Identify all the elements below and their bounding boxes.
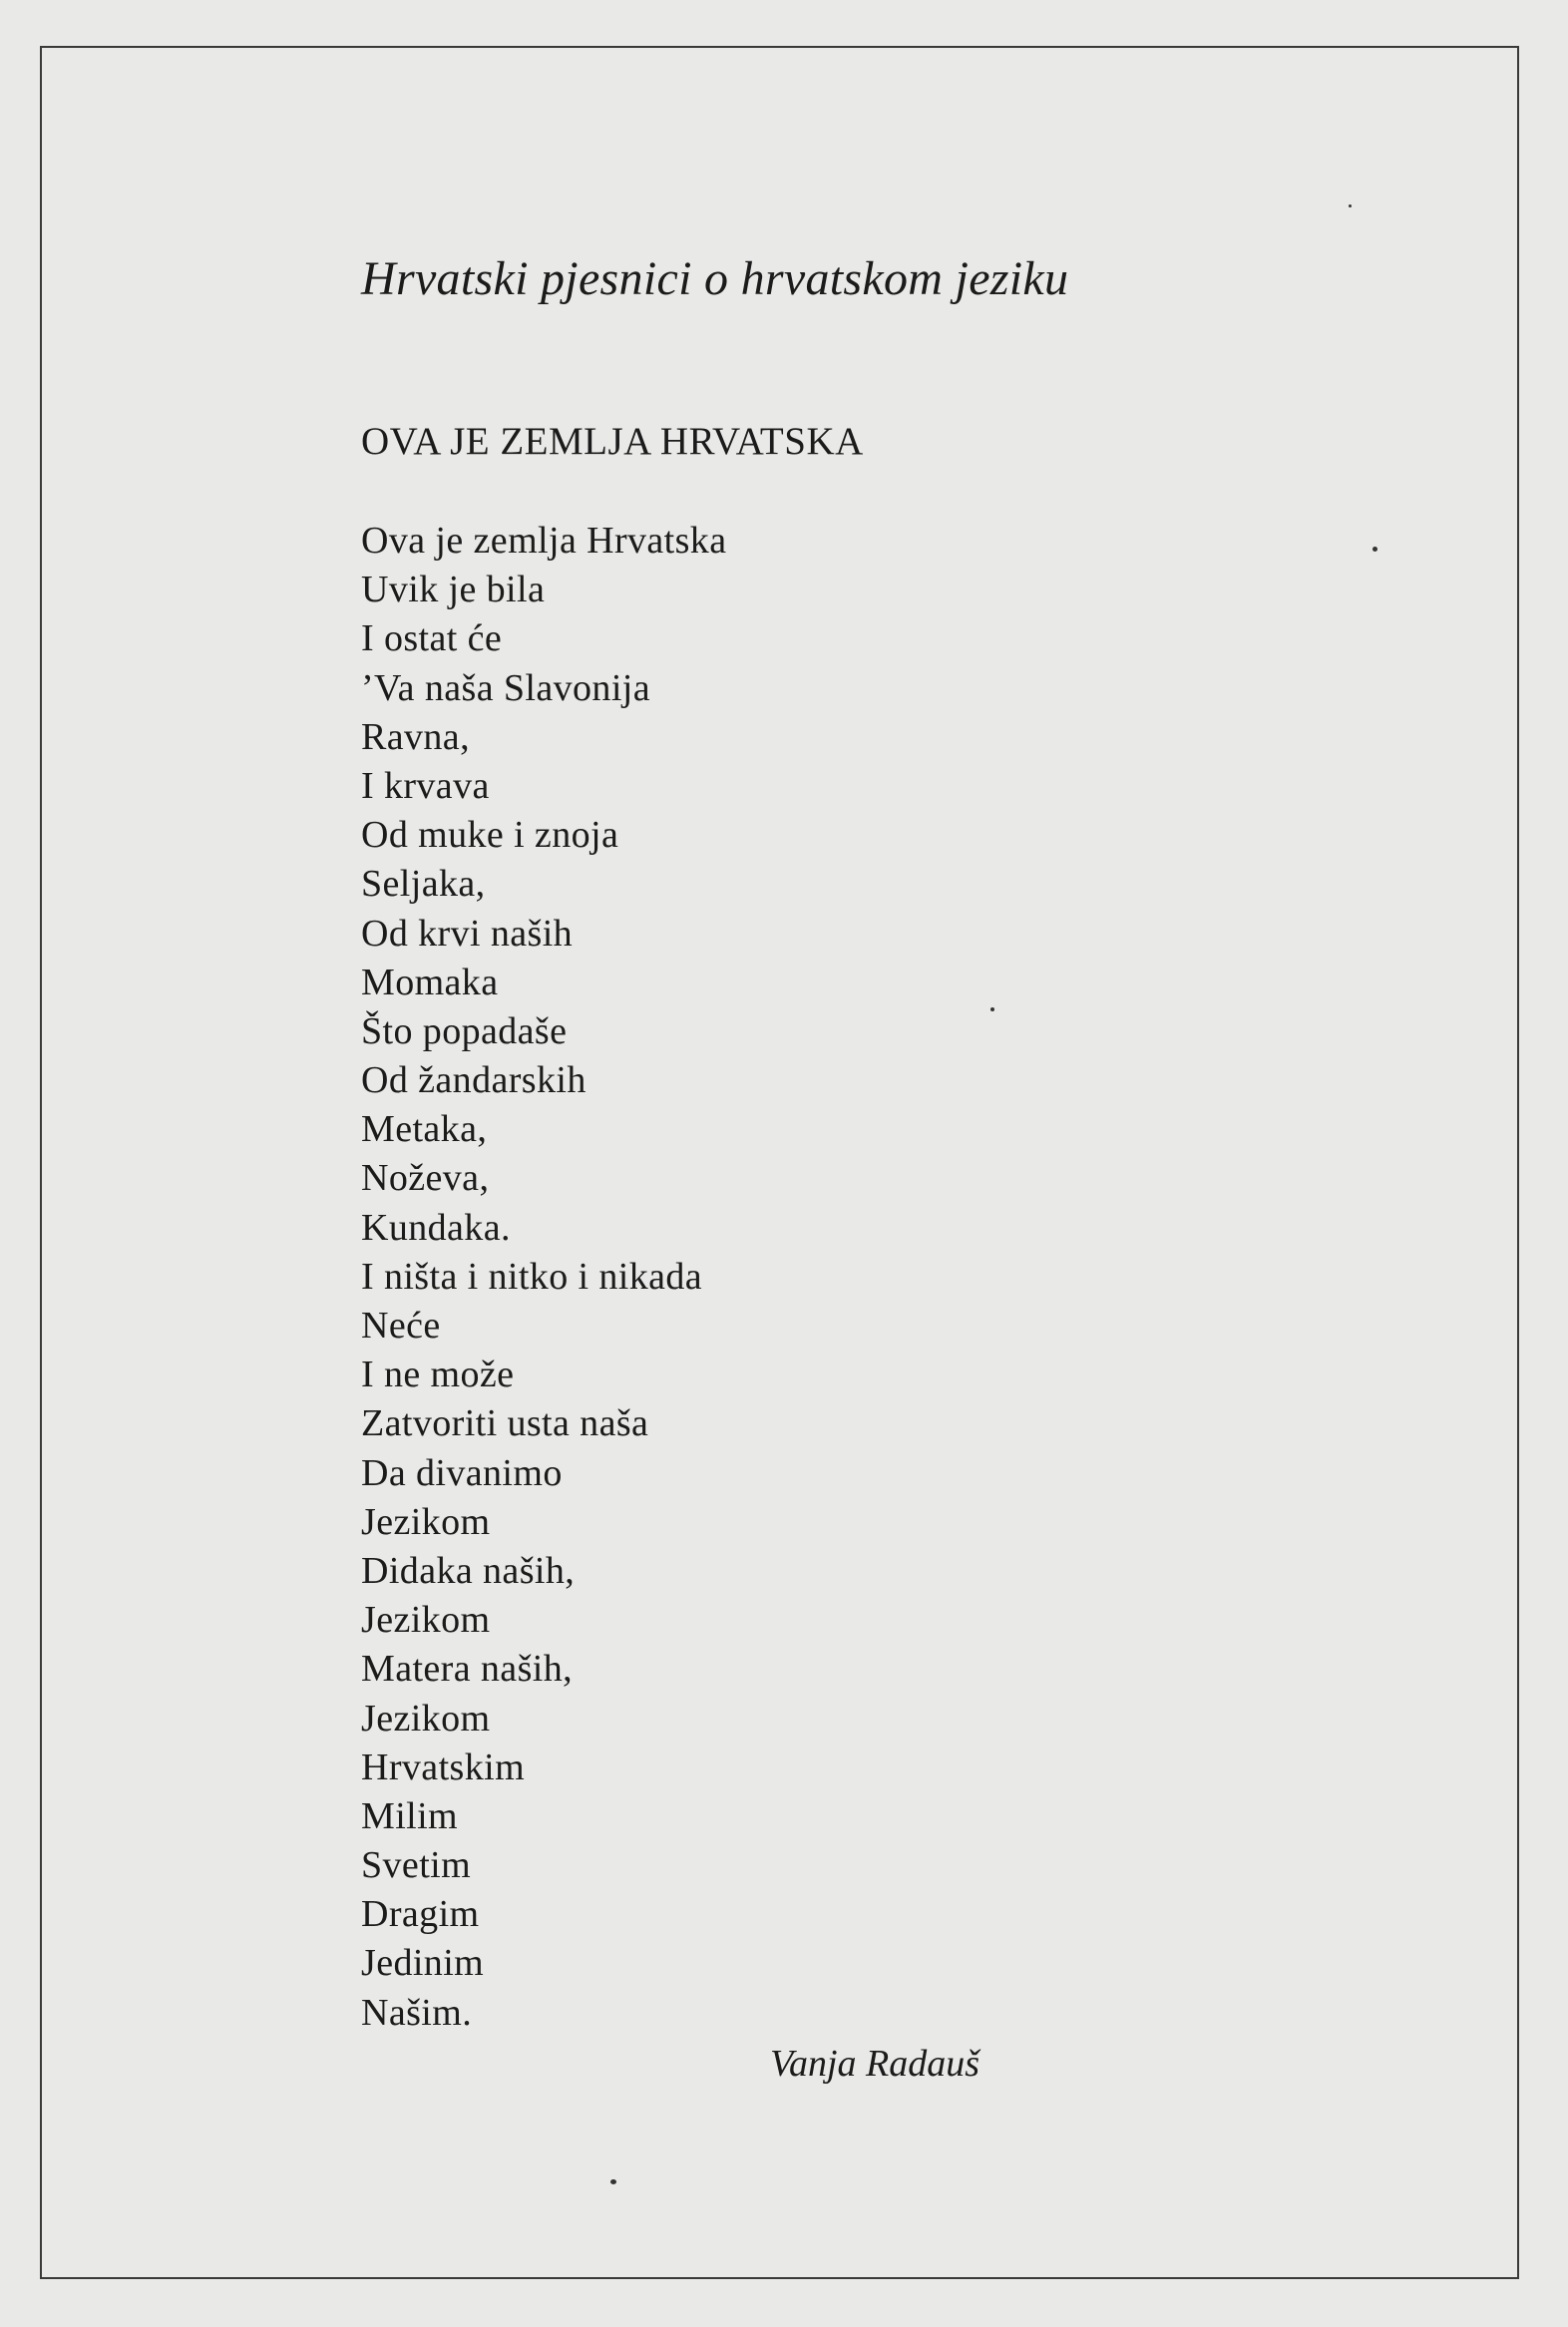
poem-line: I ništa i nitko i nikada [361,1255,703,1298]
poem-line: Momaka [361,961,499,1003]
poem-title: OVA JE ZEMLJA HRVATSKA [361,420,864,463]
poem-line: Zatvoriti usta naša [361,1402,649,1445]
paper-speck [610,2179,616,2184]
poem-line: Ravna, [361,715,470,758]
poem-line: Jedinim [361,1942,485,1985]
poem-line: Jezikom [361,1697,491,1740]
poem-line: Seljaka, [361,863,486,906]
poem-line: I ostat će [361,617,503,660]
poem-line: Od muke i znoja [361,814,619,857]
poem-line: Od žandarskih [361,1059,587,1102]
poem-line: ’Va naša Slavonija [361,666,651,709]
poem-line: Jezikom [361,1500,491,1543]
poem-line: Svetim [361,1844,472,1887]
poem-line: Metaka, [361,1108,488,1151]
poem-line: I krvava [361,764,490,807]
poem-line: Hrvatskim [361,1745,526,1788]
poem-line: Milim [361,1794,459,1837]
poem-author: Vanja Radauš [770,2043,980,2085]
poem-line: Uvik je bila [361,569,546,611]
poem-line: Didaka naših, [361,1549,576,1592]
poem-lines [361,517,726,2038]
paper-speck [990,1007,994,1011]
poem-line: Od krvi naših [361,912,574,955]
poem-line: Što popadaše [361,1009,568,1052]
poem-line: Neće [361,1305,441,1347]
paper-speck [1349,204,1352,207]
poem-line: I ne može [361,1354,515,1396]
poem-line: Dragim [361,1893,480,1936]
poem-line: Ova je zemlja Hrvatska [361,520,727,562]
poem-line: Da divanimo [361,1451,563,1494]
page-border [40,46,1519,2279]
poem-line: Matera naših, [361,1648,574,1691]
series-title: Hrvatski pjesnici o hrvatskom jeziku [361,252,1069,305]
poem-line: Našim. [361,1991,473,2034]
poem-line: Jezikom [361,1599,491,1642]
poem-line: Noževa, [361,1157,490,1200]
poem-line: Kundaka. [361,1206,511,1249]
paper-speck [1372,547,1377,552]
